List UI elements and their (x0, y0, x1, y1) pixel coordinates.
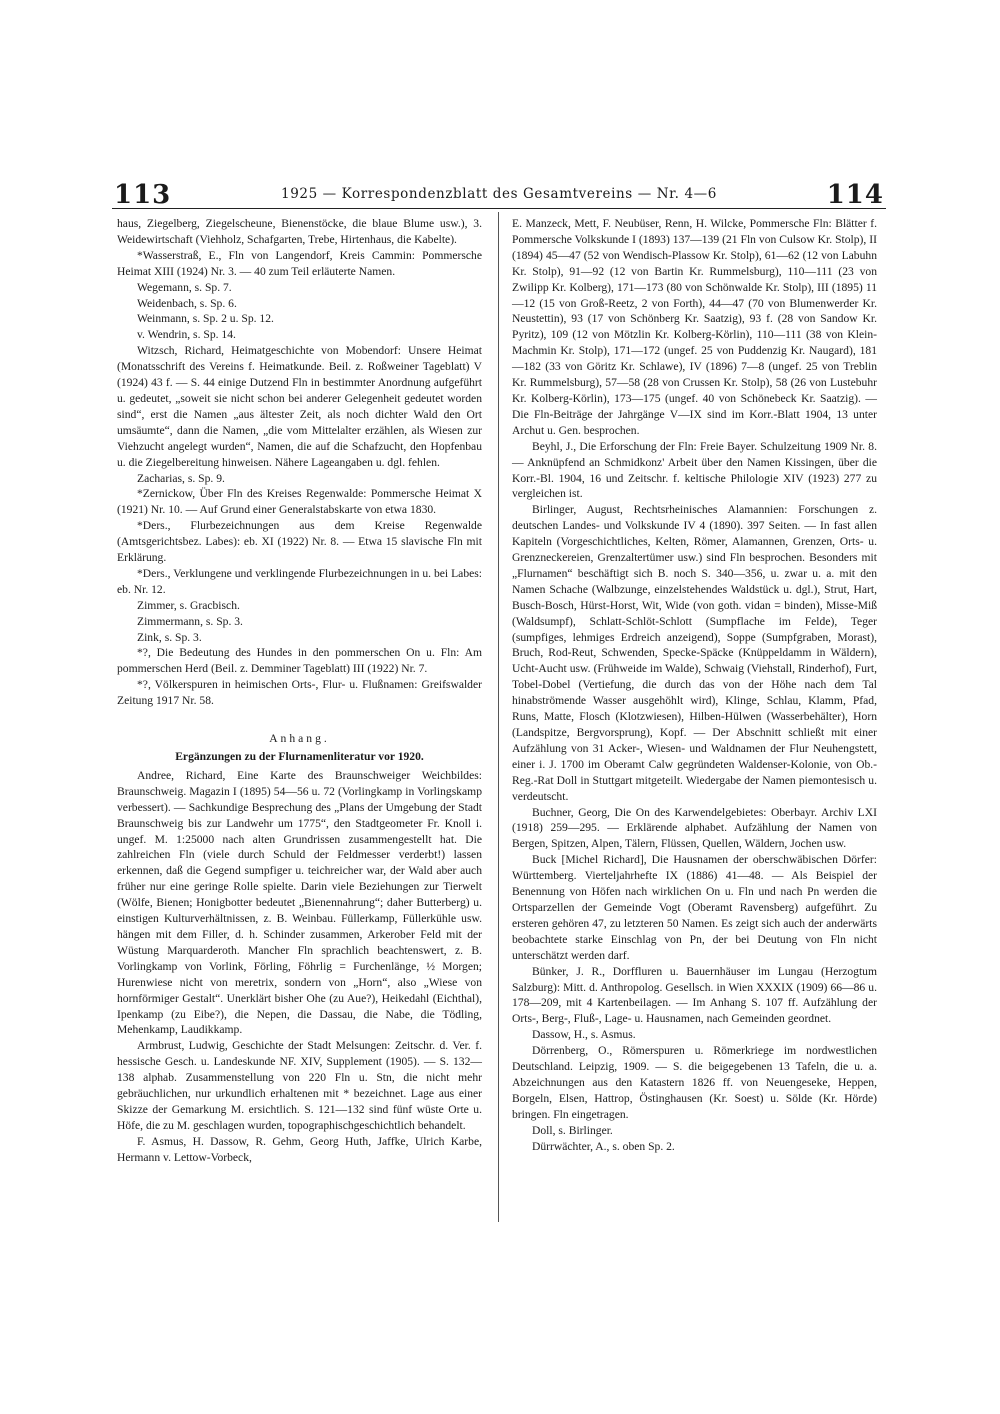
bibliography-entry: *?, Die Bedeutung des Hundes in den pommerschen On u. Fln: Am pommerschen Herd (Beil. z. Demminer Tageblatt) III (1922) Nr. 7. (117, 646, 482, 676)
cross-reference: Doll, s. Birlinger. (532, 1123, 613, 1137)
bibliography-entry: Birlinger, August, Rechtsrheinisches Alamannien: Forschungen z. deutschen Landes- und Volkskunde IV 4 (1890). 397 Seiten. — In fast allen Kapiteln (Vorgeschichtliches, Kelten, Römer, Alamannen, Grenzen, Orts- u. Grenzneckereien, Grenzaltertümer usw.) sind Fln besprochen. Besonders mit „Flurnamen“ beschäftigt sich B. noch S. 340—356, u. zwar u. a. mit den Namen Schache (Walbzunge, einzelstehendes Waldstück u. dgl.), Strut, Hart, Busch-Bosch, Hürst-Horst, Wit, Wide (von goth. vidan = binden), Misse-Miß (Waldsumpf), Schlatt-Schlöt-Schlott (Sumpflache im Felde), Teger (sumpfiges, lehmiges Erdreich anzeigend), Soppe (Sumpfgraben, Morast), Bruch, Rod-Reut, Schwenden, Specke-Späcke (Knüppeldamm in Wäldern), Ucht-Aucht usw. (Frühweide im Walde), Schwaig (Viehstall, Rinderhof), Furt, Tobel-Dobel (Vertiefung, die durch das von der Höhe nach dem Tal hinabströmende Wasser ausgehöhlt wird), Klinge, Schlau, Klamm, Pfad, Runs, Matte, Flosch (Klotzwiesen), Hilben-Hülwen (Wasserbehälter), Horn (Landspitze, Bergvorsprung), Kopf. — Der Abschnitt schließt mit einer Aufzählung von 31 Acker-, Wiesen- und Waldnamen der Flur Neuhengstett, einer i. J. 1700 im Oberamt Calw gegründeten Waldenser-Kolonie, von Ob.-Reg.-Rat Doll in Stuttgart mitgeteilt. Wiedergabe der Namen piemontesisch u. verdeutscht. (512, 503, 877, 803)
cross-reference: Zimmer, s. Gracbisch. (137, 598, 240, 612)
section-heading: Anhang. (269, 732, 330, 746)
cross-reference: Dürrwächter, A., s. oben Sp. 2. (532, 1139, 675, 1153)
bibliography-entry: *Ders., Verklungene und verklingende Flurbezeichnungen in u. bei Labes: eb. Nr. 12. (117, 566, 482, 596)
bibliography-entry: *?, Völkerspuren in heimischen Orts-, Flur- u. Flußnamen: Greifswalder Zeitung 1917 Nr. 58. (117, 678, 482, 708)
bibliography-entry: *Ders., Flurbezeichnungen aus dem Kreise Regenwalde (Amtsgerichtsbez. Labes): eb. XI (1922) Nr. 8. — Etwa 15 slavische Fln mit Erklärung. (117, 519, 482, 565)
running-title: 1925 — Korrespondenzblatt des Gesamtvereins — Nr. 4—6 (281, 186, 717, 202)
bibliography-entry: Buchner, Georg, Die On des Karwendelgebietes: Oberbayr. Archiv LXI (1918) 259—295. — Erklärende alphabet. Aufzählung der Namen von Bergen, Spitzen, Alpen, Tälern, Flüssen, Quellen, Wäldern, Jochen usw. (512, 805, 877, 851)
cross-reference: Wegemann, s. Sp. 7. (137, 280, 232, 294)
cross-reference: v. Wendrin, s. Sp. 14. (137, 328, 236, 342)
cross-reference: Weidenbach, s. Sp. 6. (137, 296, 237, 310)
bibliography-entry: *Wasserstraß, E., Fln von Langendorf, Kreis Cammin: Pommersche Heimat XIII (1924) Nr. 3. — 40 zum Teil erläuterte Namen. (117, 248, 482, 278)
page-number-right: 114 (826, 180, 884, 210)
cross-reference: Weinmann, s. Sp. 2 u. Sp. 12. (137, 312, 274, 326)
entry-continuation: haus, Ziegelberg, Ziegelscheune, Bienenstöcke, die blaue Blume usw.), 3. Weidewirtschaft (Viehholz, Schafgarten, Trebe, Hirtenhaus, die Kabelte). (117, 217, 482, 246)
cross-reference: Zink, s. Sp. 3. (137, 630, 202, 644)
bibliography-entry: Beyhl, J., Die Erforschung der Fln: Freie Bayer. Schulzeitung 1909 Nr. 8. — Anknüpfend an Schmidkonz' Arbeit über den Namen Kissingen, über die Korr.-Bl. 1904, 16 und Zeitschr. f. keltische Philologie XIV (1923) 277 zu vergleichen ist. (512, 439, 877, 501)
cross-reference: Zimmermann, s. Sp. 3. (137, 614, 243, 628)
bibliography-entry: Dörrenberg, O., Römerspuren u. Römerkriege im nordwestlichen Deutschland. Leipzig, 1909. — S. die beigegebenen 13 Tafeln, die u. a. Abzeichnungen aus den Katastern 1826 ff. von Neuengeseke, Heppen, Borgeln, Elsen, Hattrop, Östinghausen (Kr. Soest) u. Sölde (Kr. Hörde) bringen. Fln eingetragen. (512, 1044, 877, 1121)
bibliography-entry: Witzsch, Richard, Heimatgeschichte von Mobendorf: Unsere Heimat (Monatsschrift des Vereins f. Heimatkunde. Beil. z. Roßweiner Tageblatt) V (1924) 43 f. — S. 44 einige Dutzend Fln in bestimmter Anordnung aufgeführt u. gedeutet, „soweit sie nicht schon bei anderer Gelegenheit gedeutet worden sind“, erst die Namen „aus ältester Zeit, als noch dichter Wald den Ort umsäumte“, dann die Namen, „die vom Mittelalter erzählen, als Wiesen zur Viehzucht angelegt wurden“, Namen, die auf die Schafzucht, den Hopfenbau u. die Ziegelbereitung hinweisen. Nähere Lageangaben u. dgl. fehlen. (117, 344, 482, 469)
entry-continuation: E. Manzeck, Mett, F. Neubüser, Renn, H. Wilcke, Pommersche Fln: Blätter f. Pommersche Volkskunde I (1893) 137—139 (21 Fln von Culsow Kr. Stolp), II (1894) 45—47 (52 von Wendisch-Plassow Kr. Stolp), 61—62 (12 von Labuhn Kr. Stolp), 91—92 (12 von Bartin Kr. Rummelsburg), 110—111 (23 von Zwilipp Kr. Kolberg), 171—173 (80 von Schönwalde Kr. Stolp), III (1895) 11—12 (15 von Groß-Reetz, 2 von Forth), 44—47 (70 von Blumenwerder Kr. Neustettin), 93 (17 von Schönberg Kr. Saatzig), 93 f. (28 von Sandow Kr. Pyritz), 109 (12 von Mötzlin Kr. Kolberg-Körlin), 110—111 (38 von Klein-Machmin Kr. Stolp), 171—172 (ungef. 25 von Puddenzig Kr. Naugard), 181—182 (33 von Göritz Kr. Schlawe), IV (1896) 7—8 (ungef. 25 von Treblin Kr. Rummelsburg), 57—58 (28 von Crussen Kr. Stolp), 58 (26 von Lustebuhr Kr. Kolberg-Körlin), 173—175 (ungef. 40 von Schönebeck Kr. Saatzig). — Die Fln-Beiträge der Jahrgänge V—IX sind im Korr.-Blatt 1904, 13 unter Archut u. Gen. besprochen. (512, 217, 877, 437)
bibliography-entry: Buck [Michel Richard], Die Hausnamen der oberschwäbischen Dörfer: Württemberg. Vierteljahrhefte IX (1886) 41—48. — Als Beispiel der Benennung von Höfen nach wirklichen On u. Fln und nach Pn werden die Ortsparzellen der Gemeinde Vogt (Oberamt Ravensberg) aufgeführt. Zu ersteren gehören 47, zu letzteren 50 Namen. Es zeigt sich auch der anderwärts beobachtete starke Einschlag von Pn, der bei Deutung von Fln nicht unterschätzt werden darf. (512, 853, 877, 962)
section-subheading: Ergänzungen zu der Flurnamenliteratur vor 1920. (175, 750, 424, 763)
bibliography-entry: Armbrust, Ludwig, Geschichte der Stadt Melsungen: Zeitschr. d. Ver. f. hessische Gesch. u. Landeskunde NF. XIV, Supplement (1905). — S. 132—138 alphab. Zusammenstellung von 220 Fln u. Stn, die nicht mehr gebräuchlichen, nur urkundlich erhaltenen mit * bezeichnet. Lage aus einer Skizze der Gemarkung M. ersichtlich. S. 121—132 sind fünf wüste Orte u. Höfe, die zu M. geschlagen wurden, topographischgeschichtlich behandelt. (117, 1039, 482, 1132)
page-number-left: 113 (114, 180, 172, 210)
right-column (512, 216, 877, 1154)
page-header (112, 178, 886, 209)
cross-reference: Dassow, H., s. Asmus. (532, 1028, 636, 1042)
bibliography-entry: *Zernickow, Über Fln des Kreises Regenwalde: Pommersche Heimat X (1921) Nr. 10. — Auf Grund einer Generalstabskarte von etwa 1830. (117, 487, 482, 517)
column-divider (498, 212, 499, 1222)
bibliography-entry: Bünker, J. R., Dorffluren u. Bauernhäuser im Lungau (Herzogtum Salzburg): Mitt. d. Anthropolog. Gesellsch. in Wien XXXIX (1909) 66—86 u. 178—209, mit 4 Kartenbeilagen. — Im Anhang S. 107 ff. Aufzählung der Orts-, Berg-, Fluß-, Lage- u. Hausnamen, nach Gemeinden geordnet. (512, 964, 877, 1026)
bibliography-entry: F. Asmus, H. Dassow, R. Gehm, Georg Huth, Jaffke, Ulrich Karbe, Hermann v. Lettow-Vorbeck, (117, 1134, 482, 1164)
cross-reference: Zacharias, s. Sp. 9. (137, 471, 225, 485)
left-column (117, 216, 482, 1166)
bibliography-entry: Andree, Richard, Eine Karte des Braunschweiger Weichbildes: Braunschweig. Magazin I (1895) 54—56 u. 72 (Vorlingkamp in Vorlingskamp verbessert). — Sachkundige Besprechung des „Plans der Umgebung der Stadt Braunschweig bis zur Landwehr um 1775“, den Stadtgeometer Fr. Knoll i. ungef. M. 1:25000 nach alten Grundrissen zusammengestellt hat. Die zahlreichen Fln (viele durch Schuld der Feldmesser verderbt!) lassen erkennen, daß die Gegend sumpfiger u. teichreicher war, der Wald aber auch früher nur eine geringe Rolle spielte. Darin viele Beziehungen zur Tierwelt (Wölfe, Bienen; Honigbotter bedeutet „Bienennahrung“; daher Butterberg) u. einstigen Kulturverhältnissen, z. B. Weinbau. Füllerkamp, Füllerkühle usw. hängen mit dem Filler, d. h. Schinder zusammen, Arkerober Feld mit der Wüstung Marquarderoth. Mancher Fln sprachlich beachtenswert, z. B. Vorlingkamp von Vorlink, Förling, Föhrlig = Furchenlänge, ½ Morgen; Hurenwiese nicht von meretrix, sondern von „Horn“, also „Wiese von hornförmiger Gestalt“. Unerklärt bisher Ohe (zu Aue?), Heikedahl (Eichthal), Ipenkamp (zu Eibe?), die Nepen, die Dassau, die Nabe, die Tödling, Mehenkamp, Laudikkamp. (117, 768, 482, 1037)
